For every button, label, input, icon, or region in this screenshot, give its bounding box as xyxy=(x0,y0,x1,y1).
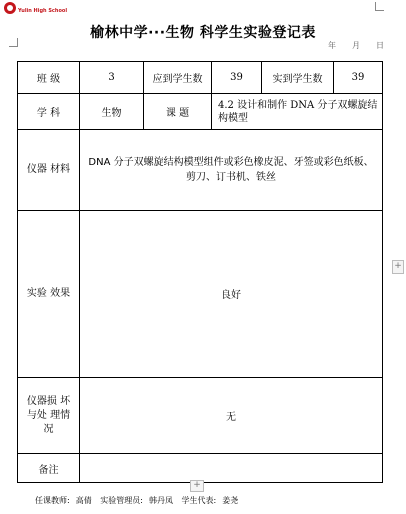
page-title: 榆林中学···生物 科学生实验登记表 xyxy=(90,25,316,41)
student-value[interactable]: 姜尧 xyxy=(222,496,239,505)
table-row xyxy=(18,93,383,130)
expected-count-value[interactable]: 39 xyxy=(212,62,262,94)
effect-label: 实验 效果 xyxy=(18,211,80,378)
table-row xyxy=(18,211,383,378)
table-row xyxy=(18,454,383,483)
date-line: 年 月 日 xyxy=(328,41,384,50)
footer-signatures xyxy=(35,495,244,506)
damage-label: 仪器损 坏与处 理情况 xyxy=(18,377,80,454)
subject-value[interactable]: 生物 xyxy=(80,93,144,130)
actual-count-label: 实到学生数 xyxy=(262,62,334,94)
materials-value[interactable]: DNA 分子双螺旋结构模型组件或彩色橡皮泥、牙签或彩色纸板、剪刀、订书机、铁丝 xyxy=(80,130,383,211)
plus-icon[interactable]: + xyxy=(190,480,204,492)
effect-value[interactable]: 良好 xyxy=(80,211,383,378)
expected-count-label: 应到学生数 xyxy=(144,62,212,94)
plus-icon[interactable]: + xyxy=(392,260,404,274)
table-row xyxy=(18,62,383,94)
topic-label: 课 题 xyxy=(144,93,212,130)
manager-label: 实验管理员: xyxy=(100,496,143,505)
damage-value[interactable]: 无 xyxy=(80,377,383,454)
table-row xyxy=(18,130,383,211)
logo-icon xyxy=(4,2,16,14)
class-value[interactable]: 3 xyxy=(80,62,144,94)
materials-label-text: 仪器 材料 xyxy=(26,164,71,176)
subject-label: 学 科 xyxy=(18,93,80,130)
logo-text: Yulin High School xyxy=(18,8,68,14)
school-logo xyxy=(4,2,68,16)
actual-count-value[interactable]: 39 xyxy=(334,62,383,94)
registration-table xyxy=(17,61,383,483)
margin-corner-mark xyxy=(375,2,384,11)
class-label: 班 级 xyxy=(18,62,80,94)
teacher-value[interactable]: 高倩 xyxy=(75,496,92,505)
remarks-value[interactable] xyxy=(80,454,383,483)
table-row xyxy=(18,377,383,454)
topic-value[interactable]: 4.2 设计和制作 DNA 分子双螺旋结构模型 xyxy=(212,93,383,130)
materials-label xyxy=(18,130,80,211)
student-label: 学生代表: xyxy=(181,496,217,505)
manager-value[interactable]: 韩丹凤 xyxy=(148,496,173,505)
remarks-label: 备注 xyxy=(18,454,80,483)
teacher-label: 任课教师: xyxy=(35,496,70,505)
